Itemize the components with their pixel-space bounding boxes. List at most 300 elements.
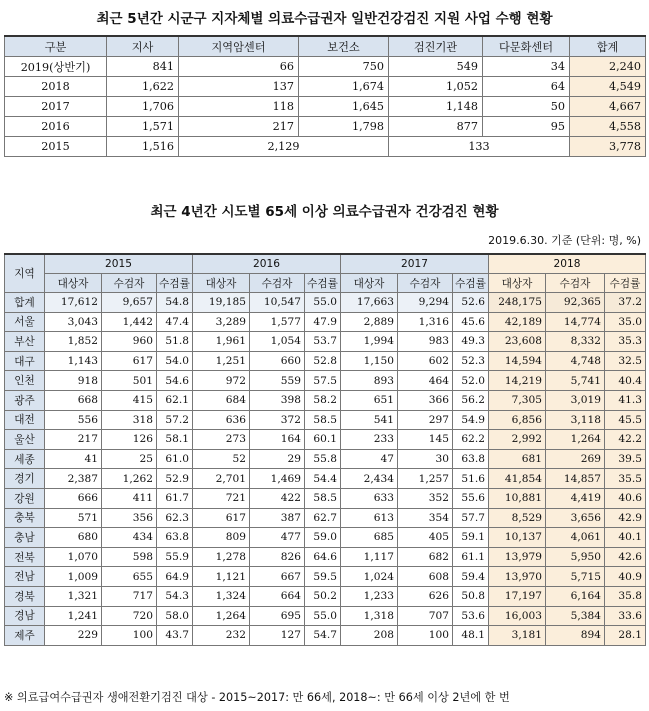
table1-header-cell: 합계	[570, 36, 646, 57]
data-cell: 684	[193, 390, 250, 410]
data-cell: 10,547	[250, 293, 305, 313]
data-cell: 53.7	[305, 332, 341, 352]
data-cell: 541	[341, 410, 398, 430]
data-cell: 1,852	[45, 332, 102, 352]
data-cell: 273	[193, 430, 250, 450]
data-cell: 54.6	[157, 371, 193, 391]
data-cell: 415	[102, 390, 157, 410]
data-cell: 127	[250, 626, 305, 646]
data-cell: 25	[102, 449, 157, 469]
sub-header: 대상자	[45, 274, 102, 293]
data-cell: 571	[45, 508, 102, 528]
data-cell: 2,701	[193, 469, 250, 489]
data-cell: 398	[250, 390, 305, 410]
data-cell: 57.2	[157, 410, 193, 430]
data-cell: 8,332	[546, 332, 605, 352]
data-cell: 59.0	[305, 528, 341, 548]
data-cell: 13,979	[489, 547, 546, 567]
data-cell: 633	[341, 488, 398, 508]
data-cell: 4,419	[546, 488, 605, 508]
data-cell: 208	[341, 626, 398, 646]
sub-header: 대상자	[341, 274, 398, 293]
data-cell: 57.7	[453, 508, 489, 528]
data-cell: 14,219	[489, 371, 546, 391]
sub-header: 수검자	[250, 274, 305, 293]
region-name: 충북	[5, 508, 45, 528]
data-cell: 14,857	[546, 469, 605, 489]
table1-header-cell: 보건소	[299, 36, 389, 57]
table1-cell-exam-org: 549	[389, 57, 483, 77]
data-cell: 63.8	[453, 449, 489, 469]
data-cell: 52.6	[453, 293, 489, 313]
data-cell: 613	[341, 508, 398, 528]
data-cell: 92,365	[546, 293, 605, 313]
sub-header: 수검자	[546, 274, 605, 293]
data-cell: 10,881	[489, 488, 546, 508]
data-cell: 48.1	[453, 626, 489, 646]
data-cell: 6,856	[489, 410, 546, 430]
data-cell: 41.3	[605, 390, 646, 410]
data-cell: 59.4	[453, 567, 489, 587]
data-cell: 297	[398, 410, 453, 430]
data-cell: 1,316	[398, 312, 453, 332]
data-cell: 372	[250, 410, 305, 430]
data-cell: 47.9	[305, 312, 341, 332]
table1-cell-branch: 1,622	[107, 77, 179, 97]
data-cell: 58.0	[157, 606, 193, 626]
data-cell: 35.3	[605, 332, 646, 352]
data-cell: 42.2	[605, 430, 646, 450]
year-header: 2018	[489, 254, 646, 274]
table2-body	[5, 293, 646, 646]
data-cell: 3,289	[193, 312, 250, 332]
data-cell: 61.1	[453, 547, 489, 567]
data-cell: 1,054	[250, 332, 305, 352]
data-cell: 29	[250, 449, 305, 469]
data-cell: 1,262	[102, 469, 157, 489]
data-cell: 3,043	[45, 312, 102, 332]
data-cell: 1,070	[45, 547, 102, 567]
data-cell: 52.9	[157, 469, 193, 489]
data-cell: 598	[102, 547, 157, 567]
data-cell: 3,656	[546, 508, 605, 528]
data-cell: 556	[45, 410, 102, 430]
data-cell: 62.2	[453, 430, 489, 450]
data-cell: 30	[398, 449, 453, 469]
data-cell: 58.5	[305, 410, 341, 430]
region-name: 전북	[5, 547, 45, 567]
table1-row	[5, 97, 646, 117]
data-cell: 1,257	[398, 469, 453, 489]
year-header: 2017	[341, 254, 489, 274]
data-cell: 248,175	[489, 293, 546, 313]
data-cell: 1,143	[45, 351, 102, 371]
data-cell: 55.9	[157, 547, 193, 567]
data-cell: 1,150	[341, 351, 398, 371]
table1-cell-merged-center: 2,129	[179, 137, 389, 157]
data-cell: 3,118	[546, 410, 605, 430]
region-row	[5, 390, 646, 410]
table2-year-row	[5, 254, 646, 274]
data-cell: 39.5	[605, 449, 646, 469]
data-cell: 5,950	[546, 547, 605, 567]
data-cell: 23,608	[489, 332, 546, 352]
table1-cell-year: 2017	[5, 97, 107, 117]
data-cell: 559	[250, 371, 305, 391]
data-cell: 666	[45, 488, 102, 508]
data-cell: 983	[398, 332, 453, 352]
region-name: 인천	[5, 371, 45, 391]
data-cell: 13,970	[489, 567, 546, 587]
region-name: 광주	[5, 390, 45, 410]
data-cell: 54.4	[305, 469, 341, 489]
data-cell: 720	[102, 606, 157, 626]
table1-row	[5, 57, 646, 77]
data-cell: 59.5	[305, 567, 341, 587]
data-cell: 233	[341, 430, 398, 450]
data-cell: 58.5	[305, 488, 341, 508]
data-cell: 61.7	[157, 488, 193, 508]
data-cell: 55.6	[453, 488, 489, 508]
data-cell: 52.3	[453, 351, 489, 371]
table1-body	[5, 57, 646, 157]
table1-cell-total: 2,240	[570, 57, 646, 77]
data-cell: 16,003	[489, 606, 546, 626]
data-cell: 5,715	[546, 567, 605, 587]
data-cell: 14,774	[546, 312, 605, 332]
data-cell: 667	[250, 567, 305, 587]
data-cell: 28.1	[605, 626, 646, 646]
data-cell: 405	[398, 528, 453, 548]
data-cell: 1,009	[45, 567, 102, 587]
data-cell: 1,278	[193, 547, 250, 567]
region-name: 서울	[5, 312, 45, 332]
data-cell: 54.7	[305, 626, 341, 646]
data-cell: 217	[45, 430, 102, 450]
region-name: 울산	[5, 430, 45, 450]
data-cell: 42,189	[489, 312, 546, 332]
data-cell: 229	[45, 626, 102, 646]
data-cell: 1,264	[546, 430, 605, 450]
data-cell: 1,577	[250, 312, 305, 332]
data-cell: 366	[398, 390, 453, 410]
data-cell: 9,657	[102, 293, 157, 313]
data-cell: 717	[102, 586, 157, 606]
data-cell: 501	[102, 371, 157, 391]
table1-cell-year: 2015	[5, 137, 107, 157]
region-row	[5, 410, 646, 430]
data-cell: 63.8	[157, 528, 193, 548]
data-cell: 1,121	[193, 567, 250, 587]
region-name: 합계	[5, 293, 45, 313]
table1-cell-branch: 841	[107, 57, 179, 77]
data-cell: 54.0	[157, 351, 193, 371]
data-cell: 19,185	[193, 293, 250, 313]
sub-header: 수검자	[398, 274, 453, 293]
region-row	[5, 626, 646, 646]
table1-cell-cancer-center: 118	[179, 97, 299, 117]
data-cell: 54.8	[157, 293, 193, 313]
table1-cell-cancer-center: 66	[179, 57, 299, 77]
region-name: 충남	[5, 528, 45, 548]
data-cell: 695	[250, 606, 305, 626]
data-cell: 387	[250, 508, 305, 528]
region-name: 경기	[5, 469, 45, 489]
data-cell: 52.0	[453, 371, 489, 391]
data-cell: 2,434	[341, 469, 398, 489]
table1-header-row	[5, 36, 646, 57]
table1-cell-branch: 1,706	[107, 97, 179, 117]
data-cell: 2,889	[341, 312, 398, 332]
data-cell: 51.6	[453, 469, 489, 489]
table1-cell-branch: 1,571	[107, 117, 179, 137]
table1-header-cell: 다문화센터	[483, 36, 570, 57]
table1-title: 최근 5년간 시군구 지자체별 의료수급권자 일반건강검진 지원 사업 수행 현황	[96, 11, 553, 27]
regional-exam-table	[4, 253, 646, 646]
data-cell: 651	[341, 390, 398, 410]
data-cell: 59.1	[453, 528, 489, 548]
data-cell: 602	[398, 351, 453, 371]
data-cell: 62.7	[305, 508, 341, 528]
data-cell: 58.1	[157, 430, 193, 450]
data-cell: 1,251	[193, 351, 250, 371]
data-cell: 809	[193, 528, 250, 548]
data-cell: 608	[398, 567, 453, 587]
data-cell: 41,854	[489, 469, 546, 489]
data-cell: 4,061	[546, 528, 605, 548]
region-row	[5, 332, 646, 352]
data-cell: 17,612	[45, 293, 102, 313]
data-cell: 2,992	[489, 430, 546, 450]
region-row	[5, 586, 646, 606]
data-cell: 464	[398, 371, 453, 391]
footnote: ※ 의료급여수급권자 생애전환기검진 대상 - 2015~2017: 만 66세, 2018~: 만 66세 이상 2년에 한 번	[4, 691, 510, 704]
data-cell: 9,294	[398, 293, 453, 313]
data-cell: 352	[398, 488, 453, 508]
data-cell: 682	[398, 547, 453, 567]
data-cell: 893	[341, 371, 398, 391]
data-cell: 62.1	[157, 390, 193, 410]
data-cell: 960	[102, 332, 157, 352]
data-cell: 1,233	[341, 586, 398, 606]
data-cell: 47.4	[157, 312, 193, 332]
data-cell: 41	[45, 449, 102, 469]
sub-header: 수검률	[605, 274, 646, 293]
annual-support-table	[4, 35, 646, 157]
table1-cell-exam-org: 1,148	[389, 97, 483, 117]
data-cell: 35.0	[605, 312, 646, 332]
data-cell: 1,324	[193, 586, 250, 606]
region-row	[5, 528, 646, 548]
data-cell: 617	[193, 508, 250, 528]
table2-subheader-row	[5, 274, 646, 293]
data-cell: 664	[250, 586, 305, 606]
data-cell: 64.9	[157, 567, 193, 587]
table1-cell-year: 2019(상반기)	[5, 57, 107, 77]
data-cell: 318	[102, 410, 157, 430]
data-cell: 10,137	[489, 528, 546, 548]
table2-title: 최근 4년간 시도별 65세 이상 의료수급권자 건강검진 현황	[150, 204, 499, 220]
data-cell: 60.1	[305, 430, 341, 450]
data-cell: 14,594	[489, 351, 546, 371]
data-cell: 17,197	[489, 586, 546, 606]
data-cell: 50.8	[453, 586, 489, 606]
data-cell: 411	[102, 488, 157, 508]
data-cell: 918	[45, 371, 102, 391]
region-row	[5, 430, 646, 450]
unit-note: 2019.6.30. 기준 (단위: 명, %)	[488, 234, 641, 247]
data-cell: 4,748	[546, 351, 605, 371]
region-name: 강원	[5, 488, 45, 508]
data-cell: 354	[398, 508, 453, 528]
data-cell: 55.0	[305, 293, 341, 313]
data-cell: 232	[193, 626, 250, 646]
sub-header: 대상자	[489, 274, 546, 293]
table1-cell-total: 3,778	[570, 137, 646, 157]
table1-row	[5, 77, 646, 97]
table1-cell-health-center: 1,798	[299, 117, 389, 137]
data-cell: 356	[102, 508, 157, 528]
region-row	[5, 547, 646, 567]
data-cell: 434	[102, 528, 157, 548]
data-cell: 2,387	[45, 469, 102, 489]
data-cell: 707	[398, 606, 453, 626]
region-name: 경남	[5, 606, 45, 626]
region-name: 제주	[5, 626, 45, 646]
data-cell: 47	[341, 449, 398, 469]
data-cell: 626	[398, 586, 453, 606]
table1-cell-branch: 1,516	[107, 137, 179, 157]
table1-cell-exam-org: 877	[389, 117, 483, 137]
data-cell: 636	[193, 410, 250, 430]
table1-cell-health-center: 1,674	[299, 77, 389, 97]
table1-cell-year: 2016	[5, 117, 107, 137]
table1-row	[5, 137, 646, 157]
data-cell: 100	[398, 626, 453, 646]
data-cell: 5,741	[546, 371, 605, 391]
data-cell: 1,994	[341, 332, 398, 352]
data-cell: 1,024	[341, 567, 398, 587]
sub-header: 수검률	[157, 274, 193, 293]
data-cell: 145	[398, 430, 453, 450]
data-cell: 826	[250, 547, 305, 567]
data-cell: 40.9	[605, 567, 646, 587]
data-cell: 49.3	[453, 332, 489, 352]
data-cell: 681	[489, 449, 546, 469]
region-row	[5, 488, 646, 508]
table1-cell-multicultural: 64	[483, 77, 570, 97]
data-cell: 972	[193, 371, 250, 391]
data-cell: 35.8	[605, 586, 646, 606]
data-cell: 269	[546, 449, 605, 469]
data-cell: 721	[193, 488, 250, 508]
table1-cell-total: 4,667	[570, 97, 646, 117]
region-row	[5, 508, 646, 528]
table1-cell-multicultural: 95	[483, 117, 570, 137]
region-row	[5, 469, 646, 489]
data-cell: 32.5	[605, 351, 646, 371]
region-name: 전남	[5, 567, 45, 587]
data-cell: 40.1	[605, 528, 646, 548]
region-name: 대구	[5, 351, 45, 371]
sub-header: 수검률	[453, 274, 489, 293]
data-cell: 422	[250, 488, 305, 508]
data-cell: 33.6	[605, 606, 646, 626]
data-cell: 685	[341, 528, 398, 548]
data-cell: 42.9	[605, 508, 646, 528]
data-cell: 43.7	[157, 626, 193, 646]
table1-cell-multicultural: 50	[483, 97, 570, 117]
data-cell: 126	[102, 430, 157, 450]
data-cell: 3,181	[489, 626, 546, 646]
data-cell: 5,384	[546, 606, 605, 626]
data-cell: 45.5	[605, 410, 646, 430]
table1-cell-merged-org: 133	[389, 137, 570, 157]
data-cell: 56.2	[453, 390, 489, 410]
region-row	[5, 449, 646, 469]
region-name: 대전	[5, 410, 45, 430]
table1-cell-total: 4,558	[570, 117, 646, 137]
region-name: 경북	[5, 586, 45, 606]
data-cell: 660	[250, 351, 305, 371]
table1-cell-health-center: 1,645	[299, 97, 389, 117]
data-cell: 1,318	[341, 606, 398, 626]
total-row	[5, 293, 646, 313]
data-cell: 61.0	[157, 449, 193, 469]
table1-cell-cancer-center: 137	[179, 77, 299, 97]
data-cell: 37.2	[605, 293, 646, 313]
data-cell: 55.0	[305, 606, 341, 626]
table1-cell-exam-org: 1,052	[389, 77, 483, 97]
data-cell: 1,321	[45, 586, 102, 606]
data-cell: 55.8	[305, 449, 341, 469]
region-row	[5, 606, 646, 626]
data-cell: 57.5	[305, 371, 341, 391]
data-cell: 477	[250, 528, 305, 548]
data-cell: 1,241	[45, 606, 102, 626]
data-cell: 52.8	[305, 351, 341, 371]
year-header: 2016	[193, 254, 341, 274]
region-name: 부산	[5, 332, 45, 352]
data-cell: 40.6	[605, 488, 646, 508]
table1-header-cell: 지사	[107, 36, 179, 57]
region-header: 지역	[5, 254, 45, 293]
sub-header: 수검률	[305, 274, 341, 293]
data-cell: 617	[102, 351, 157, 371]
data-cell: 1,442	[102, 312, 157, 332]
sub-header: 수검자	[102, 274, 157, 293]
data-cell: 54.3	[157, 586, 193, 606]
data-cell: 35.5	[605, 469, 646, 489]
table1-header-cell: 검진기관	[389, 36, 483, 57]
data-cell: 1,264	[193, 606, 250, 626]
data-cell: 668	[45, 390, 102, 410]
data-cell: 42.6	[605, 547, 646, 567]
data-cell: 54.9	[453, 410, 489, 430]
data-cell: 58.2	[305, 390, 341, 410]
region-name: 세종	[5, 449, 45, 469]
data-cell: 50.2	[305, 586, 341, 606]
region-row	[5, 567, 646, 587]
table2-header	[5, 254, 646, 293]
table1-row	[5, 117, 646, 137]
data-cell: 17,663	[341, 293, 398, 313]
table1-cell-multicultural: 34	[483, 57, 570, 77]
sub-header: 대상자	[193, 274, 250, 293]
data-cell: 51.8	[157, 332, 193, 352]
data-cell: 8,529	[489, 508, 546, 528]
data-cell: 1,961	[193, 332, 250, 352]
